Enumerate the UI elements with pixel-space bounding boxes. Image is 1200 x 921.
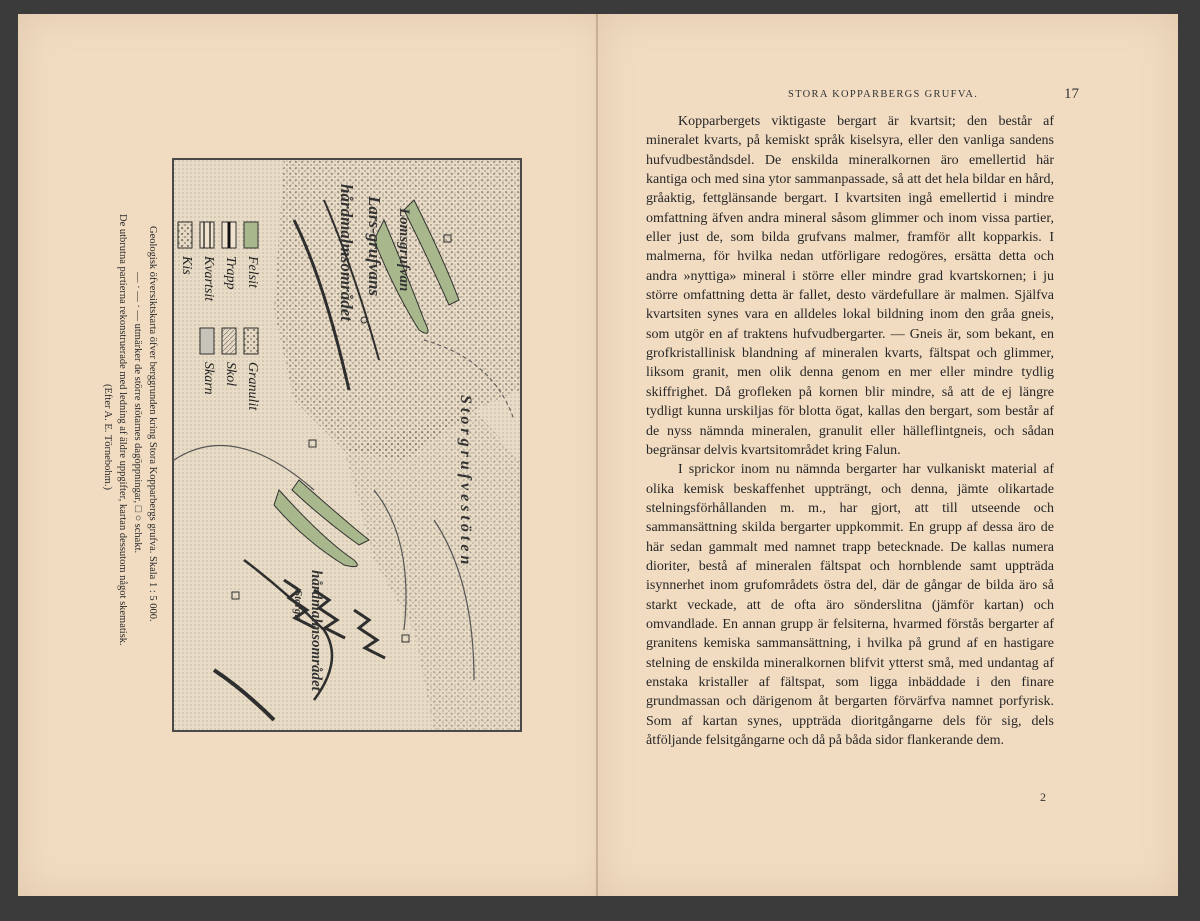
legend-granulit: Granulit — [245, 362, 260, 411]
page-number: 17 — [1064, 86, 1079, 102]
legend-kis: Kis — [179, 256, 194, 275]
label-larsegrufvans: Lars-grufvans — [365, 196, 384, 297]
legend-kvartsit: Kvartsit — [201, 256, 216, 302]
map-caption-line3: De utbrutna partierna rekonstruerade med ledning af äldre uppgifter, kartan dessutom något skematisk. — [117, 214, 128, 646]
body-text — [646, 112, 1054, 750]
legend-skarn: Skarn — [201, 362, 216, 395]
running-head: STORA KOPPARBERGS GRUFVA. — [788, 89, 979, 100]
paragraph: I sprickor inom nu nämnda bergarter har vulkaniskt material af olika kemisk beskaffenhet uppträngt, och denna, jämte olikartade stelningsförhållanden m. m., har gjort, att till utseende och sammansättning skilda bergarter uppkommit. En grupp af dessa äro de här sedan gammalt med namnet trapp betecknade. De kallas numera dioriter, bestå af mineralen fältspat och hornblende samt uppträda isynnerhet inom grufområdets östra del, där de gångar de bilda äro så starkt veckade, att de ofta äro sönderslitna (jämför kartan) och omvandlade. En annan grupp är felsiterna, hvarmed förstås bergarter af granitens kemiska sammansättning, i hvilka på grund af en hastigare stelning de enskilda mineralkornen blifvit ytterst små, med undantag af enstaka kristaller af fältspat, som ligga inbäddade i den finare grundmassan och därigenom åt bergarten förvärfva namnet porfyrisk. Som af kartan synes, uppträda dioritgångarne dels för sig, dels åtföljande felsitgångarne och då på båda sidor flankerande dem. — [646, 462, 1054, 748]
map-caption-line4: (Efter A. E. Törnebohm.) — [102, 384, 113, 490]
legend-skol: Skol — [223, 362, 238, 387]
legend-felsit: Felsit — [245, 256, 260, 288]
label-hardmalmsomradet-bottom: hårdmalmsområdet — [308, 570, 324, 691]
label-hardmalmsomradet-top: hårdmalmsområdet — [337, 184, 356, 321]
map-caption-line2: — · — · — utmärker de större stötarnes dagöppningar, □ ○ schakt. — [132, 272, 143, 554]
left-page — [18, 14, 608, 896]
label-storgrufvestoten: Storgrufvestöten — [457, 395, 474, 569]
label-storgrufvan-small: Storgr. — [292, 590, 304, 621]
map-caption-line1: Geologisk öfversiktskarta öfver berggrunden kring Stora Kopparbergs grufva. Skala 1 : 5 000. — [147, 226, 158, 622]
paragraph: Kopparbergets viktigaste bergart är kvartsit; den består af mineralet kvarts, på kemiskt språk kiselsyra, eller den vanliga sandens hufvudbeståndsdel. De enskilda mineralkornen äro emellertid här kantiga och med sina ytor sammanpassade, så att det hela bildar en hård, gråaktig, fettglänsande bergart. I kvartsiten ingå emellertid i mindre omfattning äfven andra mineral såsom glimmer och inom vissa partier, eller just de, som bilda grufvans malmer, framför allt kopparkis. I malmerna, för hvilka nedan utförligare redogöres, ersätta detta och andra »nyttiga» mineral i större eller mindre grad kvartskornen; i ju större omfattning detta är fallet, desto värdefullare är malmen. Själfva kvartsiten synes vara en alldeles lokal bildning inom den gråa gneis, som utgör en af traktens hufvudbergarter. — Gneis är, som bekant, en grofkristallinisk blandning af mineralen kvarts, fältspat och glimmer, liksom granit, men olik denna genom en mer eller mindre tydlig skiffrighet. Då grofleken på kornen blir mindre, så att de ej längre tydligt kunna urskiljas för blotta ögat, kallas den bergart, som består af de nyss nämnda mineralen, granulit eller hälleflintgneis, och sådan begränsar delvis kvartsitområdet kring Falun. — [646, 114, 1054, 458]
label-lomsgrufvan: Lomsgrufvan — [396, 208, 412, 292]
geological-map — [172, 158, 522, 732]
legend-trapp: Trapp — [223, 256, 238, 290]
right-page — [598, 14, 1178, 896]
signature-mark: 2 — [1040, 790, 1046, 804]
